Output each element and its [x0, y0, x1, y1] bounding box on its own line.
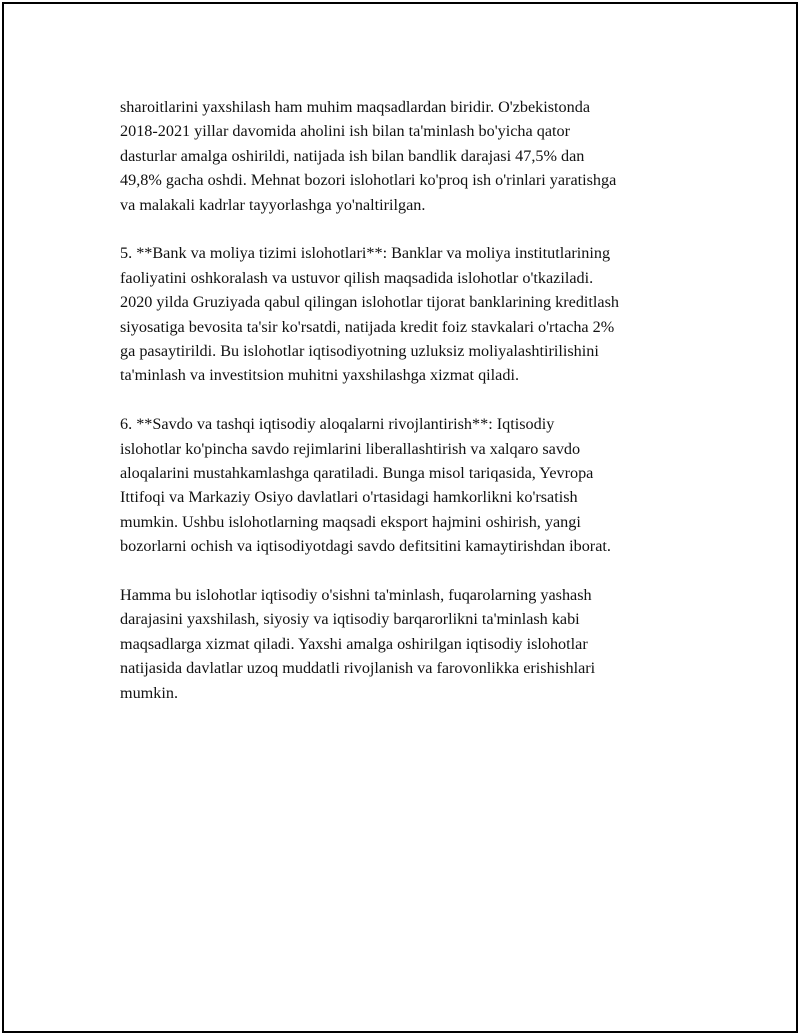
text-line: 49,8% gacha oshdi. Mehnat bozori islohotlari ko'proq ish o'rinlari yaratishga — [120, 171, 617, 190]
text-line: sharoitlarini yaxshilash ham muhim maqsadlardan biridir. O'zbekistonda — [120, 98, 591, 116]
paragraph-banking-reforms — [120, 241, 700, 387]
text-line: va malakali kadrlar tayyorlashga yo'naltirilgan. — [120, 195, 426, 214]
paragraph-conclusion — [120, 583, 700, 705]
text-line: faoliyatini oshkoralash va ustuvor qilish maqsadida islohotlar o'tkaziladi. — [120, 268, 594, 287]
page-frame — [2, 2, 798, 1033]
text-line: 6. **Savdo va tashqi iqtisodiy aloqalarni rivojlantirish**: Iqtisodiy — [120, 415, 555, 434]
text-line: dasturlar amalga oshirildi, natijada ish bilan bandlik darajasi 47,5% dan — [120, 146, 585, 165]
text-line: islohotlar ko'pincha savdo rejimlarini liberallashtirish va xalqaro savdo — [120, 439, 581, 458]
text-line: bozorlarni ochish va iqtisodiyotdagi savdo defitsitini kamaytirishdan iborat. — [120, 537, 611, 556]
document-body — [120, 95, 700, 730]
text-line: Hamma bu islohotlar iqtisodiy o'sishni ta'minlash, fuqarolarning yashash — [120, 586, 592, 605]
text-line: natijasida davlatlar uzoq muddatli rivojlanish va farovonlikka erishishlari — [120, 659, 596, 678]
text-line: mumkin. Ushbu islohotlarning maqsadi eksport hajmini oshirish, yangi — [120, 512, 581, 531]
text-line: 2020 yilda Gruziyada qabul qilingan islohotlar tijorat banklarining kreditlash — [120, 293, 619, 312]
text-line: maqsadlarga xizmat qiladi. Yaxshi amalga oshirilgan iqtisodiy islohotlar — [120, 634, 588, 653]
text-line: siyosatiga bevosita ta'sir ko'rsatdi, natijada kredit foiz stavkalari o'rtacha 2% — [120, 317, 615, 336]
text-line: 2018-2021 yillar davomida aholini ish bilan ta'minlash bo'yicha qator — [120, 122, 571, 141]
paragraph-employment — [120, 95, 700, 217]
text-line: ta'minlash va investitsion muhitni yaxshilashga xizmat qiladi. — [120, 366, 520, 385]
text-line: Ittifoqi va Markaziy Osiyo davlatlari o'rtasidagi hamkorlikni ko'rsatish — [120, 488, 578, 507]
text-line: mumkin. — [120, 683, 179, 702]
paragraph-trade-reforms — [120, 412, 700, 558]
text-line: ga pasaytirildi. Bu islohotlar iqtisodiyotning uzluksiz moliyalashtirilishini — [120, 342, 599, 361]
text-line: darajasini yaxshilash, siyosiy va iqtisodiy barqarorlikni ta'minlash kabi — [120, 610, 580, 629]
text-line: 5. **Bank va moliya tizimi islohotlari**: Banklar va moliya institutlarining — [120, 244, 611, 263]
text-line: aloqalarini mustahkamlashga qaratiladi. Bunga misol tariqasida, Yevropa — [120, 464, 594, 483]
